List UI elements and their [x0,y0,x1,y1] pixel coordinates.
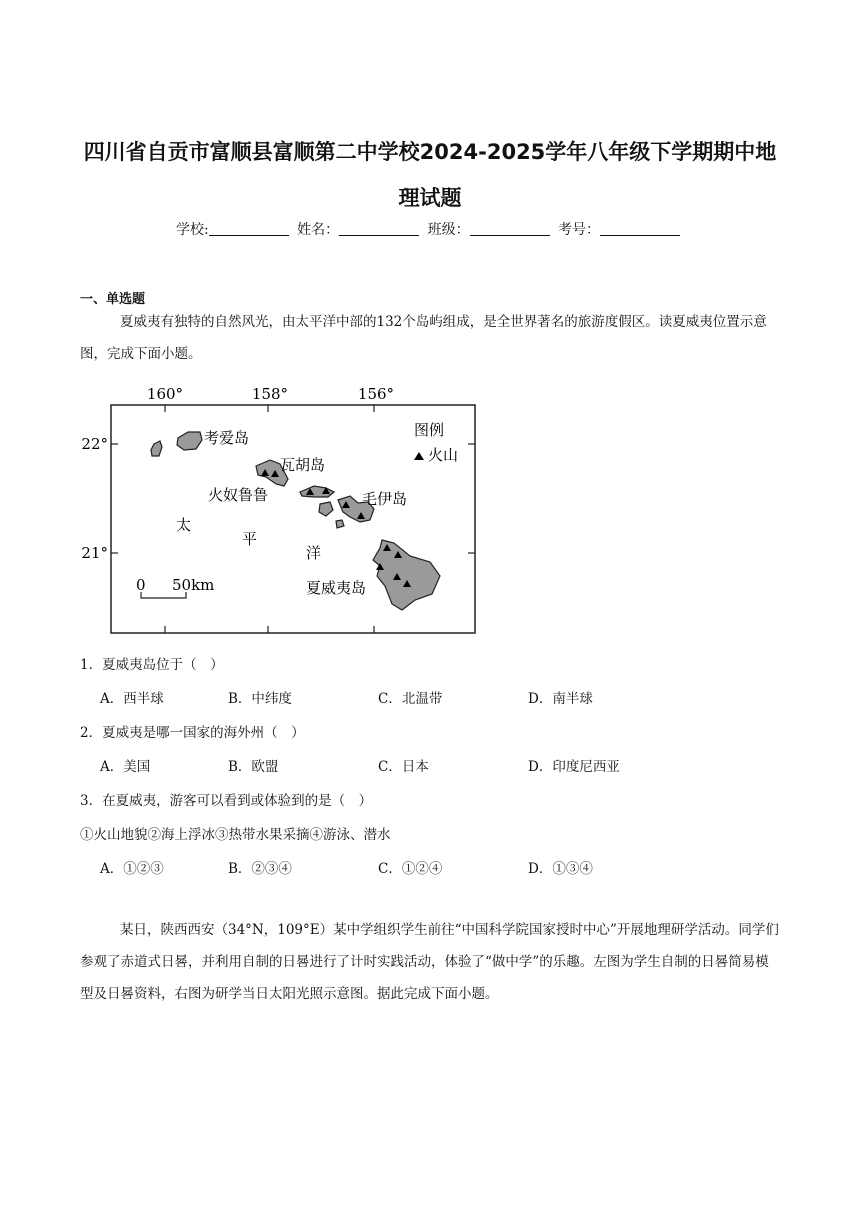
exam-no-blank[interactable] [600,223,680,236]
lat-label-22: 22° [81,435,108,453]
label-big-island: 夏威夷岛 [306,579,367,597]
school-blank[interactable] [209,223,289,236]
question-3: 3．在夏威夷，游客可以看到或体验到的是（ ） [80,793,373,809]
label-honolulu: 火奴鲁鲁 [208,486,269,504]
label-maui: 毛伊岛 [362,490,408,508]
ocean-char-3: 洋 [306,544,322,562]
q2-option-c[interactable]: C．日本 [378,759,429,775]
passage-hawaii: 夏威夷有独特的自然风光，由太平洋中部的132个岛屿组成，是全世界著名的旅游度假区。读夏威夷位置示意图，完成下面小题。 [80,314,767,362]
name-blank[interactable] [339,223,419,236]
exam-title-line1: 四川省自贡市富顺县富顺第二中学校2024-2025学年八年级下学期期中地 [83,140,777,164]
q3-option-c[interactable]: C．①②④ [378,861,443,877]
hawaii-map [80,380,480,638]
exam-no-label: 考号： [558,222,601,238]
question-3-statements: ①火山地貌②海上浮冰③热带水果采摘④游泳、潜水 [80,827,391,843]
lon-label-160: 160° [146,385,184,403]
kahoolawe-island [336,520,344,528]
student-info [0,219,860,239]
legend-volcano-label: 火山 [428,446,459,464]
q1-option-d[interactable]: D．南半球 [528,691,593,707]
question-1: 1．夏威夷岛位于（ ） [80,657,224,673]
name-label: 姓名： [297,222,340,238]
passage-sundial: 某日，陕西西安（34°N，109°E）某中学组织学生前往“中国科学院国家授时中心”开展地理研学活动。同学们参观了赤道式日晷，并利用自制的日晷进行了计时实践活动，体验了“做中学”的乐趣。左图为学生自制的日晷简易模型及日晷资料，右图为研学当日太阳光照示意图。据此完成下面小题。 [80,922,779,1002]
class-label: 班级： [427,222,470,238]
q3-option-a[interactable]: A．①②③ [100,861,164,877]
section-heading: 一、单选题 [80,292,146,307]
q3-option-b[interactable]: B．②③④ [228,861,292,877]
map-frame [111,405,475,633]
q3-option-d[interactable]: D．①③④ [528,861,593,877]
question-2: 2．夏威夷是哪一国家的海外州（ ） [80,725,305,741]
school-label: 学校: [175,222,209,238]
class-blank[interactable] [470,223,550,236]
legend-title: 图例 [414,421,445,439]
ocean-char-2: 平 [242,530,258,548]
q2-option-d[interactable]: D．印度尼西亚 [528,759,620,775]
q2-option-b[interactable]: B．欧盟 [228,759,279,775]
label-kauai: 考爱岛 [204,429,250,447]
q2-option-a[interactable]: A．美国 [100,759,151,775]
q1-option-b[interactable]: B．中纬度 [228,691,292,707]
scale-label: 50km [172,576,215,594]
scale-zero: 0 [136,576,146,594]
exam-title-line2: 理试题 [398,186,462,210]
q1-option-a[interactable]: A．西半球 [100,691,164,707]
label-oahu: 瓦胡岛 [280,456,326,474]
lon-label-158: 158° [251,385,289,403]
q1-option-c[interactable]: C．北温带 [378,691,443,707]
lon-label-156: 156° [357,385,395,403]
ocean-char-1: 太 [176,516,192,534]
lat-label-21: 21° [81,544,108,562]
